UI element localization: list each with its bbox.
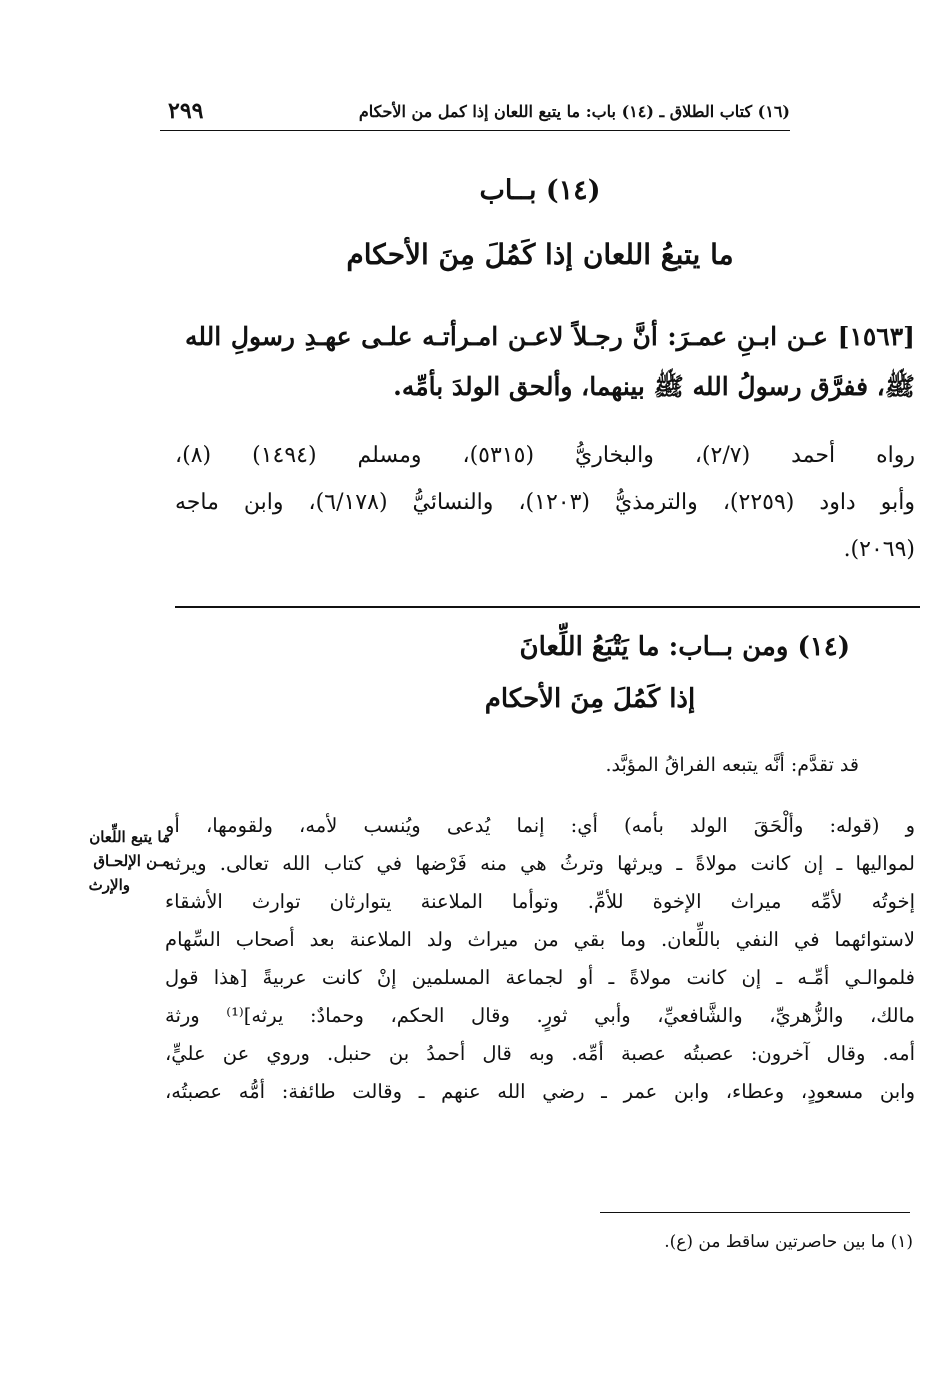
margin-note-line: مـن الإلحـاق bbox=[93, 852, 170, 870]
takhrij bbox=[175, 432, 915, 573]
margin-note-line: ما يتبع اللِّعان bbox=[89, 828, 170, 846]
commentary-line: وابن مسعودٍ، وعطاء، وابن عمر ـ رضي الله عنهم ـ وقالت طائفة: أمُّه عصبتُه، bbox=[165, 1080, 915, 1103]
takhrij-line: وأبو داود (٢٢٥٩)، والترمذيُّ (١٢٠٣)، والنسائيُّ (٦/١٧٨)، وابن ماجه bbox=[175, 490, 915, 515]
commentary-line: إخوتُه لأمِّه ميراث الإخوة للأمِّ. وتوأما الملاعنة يتوارثان توارث الأشقاء bbox=[165, 890, 915, 913]
commentary-line: أمه. وقال آخرون: عصبتُه عصبة أمِّه. وبه قال أحمدُ بن حنبل. وروي عن عليٍّ، bbox=[165, 1042, 915, 1065]
commentary-body bbox=[165, 807, 915, 1111]
hadith-text: [١٥٦٣] عـن ابـنِ عمـرَ: أنَّ رجـلاً لاعـن امـرأتـه علـى عهـدِ رسولِ الله ﷺ، ففرَّق رسولُ الله ﷺ بينهما، وألحق الولدَ بأمِّه. bbox=[185, 322, 915, 401]
commentary-line: فلموالـي أمِّـه ـ إن كانت مولاةً ـ أو لجماعة المسلمين إنْ كانت عربيةً [هذا قول bbox=[165, 966, 915, 989]
running-title: (١٦) كتاب الطلاق ـ (١٤) باب: ما يتبع اللعان إذا كمل من الأحكام bbox=[358, 102, 790, 121]
footnote: (١) ما بين حاصرتين ساقط من (ع). bbox=[664, 1232, 913, 1252]
margin-note-line: والإرث bbox=[88, 876, 130, 894]
takhrij-line: رواه أحمد (٢/٧)، والبخاريُّ (٥٣١٥)، ومسلم (١٤٩٤) (٨)، bbox=[175, 443, 915, 468]
chapter-title: ما يتبعُ اللعان إذا كَمُلَ مِنَ الأحكام bbox=[346, 238, 734, 271]
section-title-line2: إذا كَمُلَ مِنَ الأحكام bbox=[484, 684, 696, 714]
section-title-line1: (١٤) ومن بــاب: ما يَتْبَعُ اللِّعانَ bbox=[519, 632, 850, 662]
commentary-line: لاستوائهما في النفي باللِّعان. وما بقي من ميراث ولد الملاعنة بعد أصحاب السِّهام bbox=[165, 928, 915, 951]
page-number: ٢٩٩ bbox=[168, 98, 204, 124]
footnote-divider bbox=[600, 1212, 910, 1213]
takhrij-line: (٢٠٦٩). bbox=[843, 537, 915, 562]
section-divider bbox=[175, 606, 920, 608]
commentary-line: لمواليها ـ إن كانت مولاةً ـ ويرثها وترثُ هي منه فَرْضها في كتاب الله تعالى. ويرثه bbox=[165, 852, 915, 875]
margin-note bbox=[20, 825, 170, 897]
commentary-line: و (قوله: وألْحَقَ الولد بأمه) أي: إنما يُدعى ويُنسب لأمه، ولقومها، أو bbox=[165, 814, 915, 837]
running-header bbox=[160, 100, 790, 131]
chapter-bab: (١٤) بــاب bbox=[479, 175, 601, 206]
commentary-intro: قد تقدَّم: أنَّه يتبعه الفراقُ المؤبَّد. bbox=[605, 754, 859, 776]
commentary-line: مالك، والزُّهريِّ، والشَّافعيِّ، وأبي ثورٍ. وقال الحكم، وحمادٌ: يرثه]⁽¹⁾ ورثة bbox=[165, 1004, 915, 1027]
